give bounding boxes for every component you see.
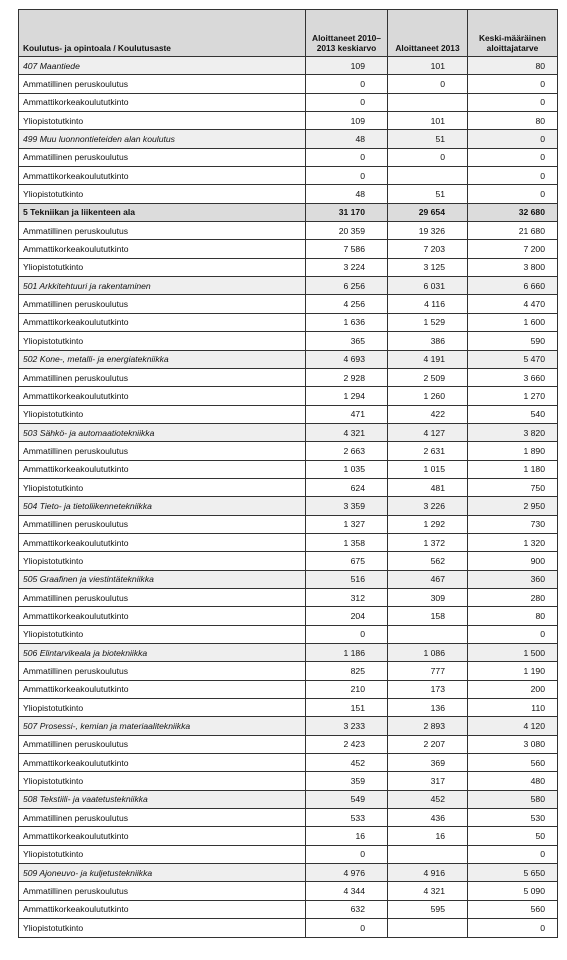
field-row xyxy=(19,57,558,75)
average-need-cell: 21 680 xyxy=(468,222,558,240)
row-label: Yliopistotutkinto xyxy=(19,625,306,643)
table-row xyxy=(19,552,558,570)
started-2013-cell: 101 xyxy=(388,112,468,130)
average-need-cell: 540 xyxy=(468,405,558,423)
table-row xyxy=(19,845,558,863)
started-2013-cell: 1 292 xyxy=(388,515,468,533)
main-category-row xyxy=(19,203,558,221)
data-table xyxy=(18,9,558,938)
table-row xyxy=(19,332,558,350)
avg-2010-2013-cell: 549 xyxy=(306,790,388,808)
table-row xyxy=(19,919,558,937)
started-2013-cell: 317 xyxy=(388,772,468,790)
avg-2010-2013-cell: 151 xyxy=(306,699,388,717)
average-need-cell: 3 660 xyxy=(468,368,558,386)
average-need-cell: 730 xyxy=(468,515,558,533)
average-need-cell: 50 xyxy=(468,827,558,845)
row-label: Ammattikorkeakoulututkinto xyxy=(19,680,306,698)
average-need-cell: 3 820 xyxy=(468,423,558,441)
started-2013-cell: 4 321 xyxy=(388,882,468,900)
row-label: Ammatillinen peruskoulutus xyxy=(19,148,306,166)
average-need-cell: 580 xyxy=(468,790,558,808)
avg-2010-2013-cell: 7 586 xyxy=(306,240,388,258)
avg-2010-2013-cell: 675 xyxy=(306,552,388,570)
table-row xyxy=(19,240,558,258)
average-need-cell: 0 xyxy=(468,130,558,148)
row-label: 504 Tieto- ja tietoliikennetekniikka xyxy=(19,497,306,515)
avg-2010-2013-cell: 1 186 xyxy=(306,644,388,662)
started-2013-cell: 4 916 xyxy=(388,864,468,882)
table-row xyxy=(19,699,558,717)
started-2013-cell: 1 015 xyxy=(388,460,468,478)
row-label: Ammatillinen peruskoulutus xyxy=(19,75,306,93)
started-2013-cell: 101 xyxy=(388,57,468,75)
table-row xyxy=(19,148,558,166)
row-label: Ammatillinen peruskoulutus xyxy=(19,295,306,313)
row-label: Ammatillinen peruskoulutus xyxy=(19,368,306,386)
started-2013-cell: 16 xyxy=(388,827,468,845)
table-row xyxy=(19,827,558,845)
row-label: 407 Maantiede xyxy=(19,57,306,75)
started-2013-cell: 467 xyxy=(388,570,468,588)
avg-2010-2013-cell: 1 327 xyxy=(306,515,388,533)
avg-2010-2013-cell: 210 xyxy=(306,680,388,698)
table-row xyxy=(19,185,558,203)
field-row xyxy=(19,130,558,148)
average-need-cell: 1 600 xyxy=(468,313,558,331)
table-row xyxy=(19,75,558,93)
average-need-cell: 480 xyxy=(468,772,558,790)
average-need-cell: 6 660 xyxy=(468,277,558,295)
header-average-need: Keski-määräinen aloittajatarve xyxy=(468,10,558,57)
row-label: Ammattikorkeakoulututkinto xyxy=(19,167,306,185)
header-education-field: Koulutus- ja opintoala / Koulutusaste xyxy=(19,10,306,57)
started-2013-cell: 481 xyxy=(388,478,468,496)
started-2013-cell: 369 xyxy=(388,754,468,772)
table-row xyxy=(19,662,558,680)
field-row xyxy=(19,350,558,368)
table-row xyxy=(19,809,558,827)
avg-2010-2013-cell: 1 294 xyxy=(306,387,388,405)
average-need-cell: 1 320 xyxy=(468,533,558,551)
row-label: Ammatillinen peruskoulutus xyxy=(19,662,306,680)
average-need-cell: 1 180 xyxy=(468,460,558,478)
table-row xyxy=(19,112,558,130)
row-label: Ammatillinen peruskoulutus xyxy=(19,882,306,900)
table-row xyxy=(19,258,558,276)
field-row xyxy=(19,790,558,808)
started-2013-cell xyxy=(388,93,468,111)
started-2013-cell: 1 086 xyxy=(388,644,468,662)
row-label: Ammattikorkeakoulututkinto xyxy=(19,754,306,772)
started-2013-cell xyxy=(388,919,468,937)
average-need-cell: 280 xyxy=(468,588,558,606)
average-need-cell: 560 xyxy=(468,754,558,772)
table-row xyxy=(19,222,558,240)
row-label: 502 Kone-, metalli- ja energiatekniikka xyxy=(19,350,306,368)
row-label: 507 Prosessi-, kemian ja materiaalitekniikka xyxy=(19,717,306,735)
started-2013-cell: 386 xyxy=(388,332,468,350)
table-row xyxy=(19,625,558,643)
avg-2010-2013-cell: 20 359 xyxy=(306,222,388,240)
started-2013-cell: 309 xyxy=(388,588,468,606)
row-label: Yliopistotutkinto xyxy=(19,845,306,863)
average-need-cell: 0 xyxy=(468,93,558,111)
table-row xyxy=(19,735,558,753)
average-need-cell: 1 890 xyxy=(468,442,558,460)
row-label: Yliopistotutkinto xyxy=(19,919,306,937)
avg-2010-2013-cell: 471 xyxy=(306,405,388,423)
row-label: Ammatillinen peruskoulutus xyxy=(19,222,306,240)
row-label: Yliopistotutkinto xyxy=(19,405,306,423)
average-need-cell: 0 xyxy=(468,919,558,937)
table-row xyxy=(19,442,558,460)
average-need-cell: 360 xyxy=(468,570,558,588)
row-label: Ammatillinen peruskoulutus xyxy=(19,515,306,533)
row-label: Yliopistotutkinto xyxy=(19,552,306,570)
row-label: Ammatillinen peruskoulutus xyxy=(19,442,306,460)
row-label: Ammattikorkeakoulututkinto xyxy=(19,313,306,331)
avg-2010-2013-cell: 365 xyxy=(306,332,388,350)
avg-2010-2013-cell: 3 224 xyxy=(306,258,388,276)
header-row xyxy=(19,10,558,57)
row-label: Yliopistotutkinto xyxy=(19,185,306,203)
avg-2010-2013-cell: 516 xyxy=(306,570,388,588)
table-row xyxy=(19,368,558,386)
avg-2010-2013-cell: 204 xyxy=(306,607,388,625)
table-row xyxy=(19,93,558,111)
started-2013-cell: 595 xyxy=(388,900,468,918)
row-label: Ammattikorkeakoulututkinto xyxy=(19,533,306,551)
started-2013-cell: 2 631 xyxy=(388,442,468,460)
started-2013-cell: 51 xyxy=(388,185,468,203)
row-label: Yliopistotutkinto xyxy=(19,112,306,130)
row-label: 503 Sähkö- ja automaatiotekniikka xyxy=(19,423,306,441)
average-need-cell: 4 470 xyxy=(468,295,558,313)
table-row xyxy=(19,754,558,772)
row-label: 506 Elintarvikeala ja biotekniikka xyxy=(19,644,306,662)
row-label: Ammatillinen peruskoulutus xyxy=(19,588,306,606)
average-need-cell: 750 xyxy=(468,478,558,496)
table-row xyxy=(19,478,558,496)
average-need-cell: 0 xyxy=(468,625,558,643)
table-row xyxy=(19,295,558,313)
avg-2010-2013-cell: 2 928 xyxy=(306,368,388,386)
field-row xyxy=(19,644,558,662)
avg-2010-2013-cell: 4 693 xyxy=(306,350,388,368)
average-need-cell: 200 xyxy=(468,680,558,698)
avg-2010-2013-cell: 1 636 xyxy=(306,313,388,331)
started-2013-cell: 173 xyxy=(388,680,468,698)
started-2013-cell: 1 260 xyxy=(388,387,468,405)
started-2013-cell: 4 116 xyxy=(388,295,468,313)
table-row xyxy=(19,313,558,331)
row-label: Ammattikorkeakoulututkinto xyxy=(19,900,306,918)
started-2013-cell: 422 xyxy=(388,405,468,423)
field-row xyxy=(19,497,558,515)
table-header xyxy=(19,10,558,57)
started-2013-cell: 29 654 xyxy=(388,203,468,221)
started-2013-cell: 2 509 xyxy=(388,368,468,386)
row-label: Yliopistotutkinto xyxy=(19,772,306,790)
avg-2010-2013-cell: 624 xyxy=(306,478,388,496)
started-2013-cell: 4 127 xyxy=(388,423,468,441)
avg-2010-2013-cell: 825 xyxy=(306,662,388,680)
avg-2010-2013-cell: 109 xyxy=(306,57,388,75)
started-2013-cell: 7 203 xyxy=(388,240,468,258)
avg-2010-2013-cell: 312 xyxy=(306,588,388,606)
field-row xyxy=(19,277,558,295)
average-need-cell: 80 xyxy=(468,607,558,625)
average-need-cell: 1 190 xyxy=(468,662,558,680)
avg-2010-2013-cell: 3 359 xyxy=(306,497,388,515)
average-need-cell: 560 xyxy=(468,900,558,918)
started-2013-cell: 3 125 xyxy=(388,258,468,276)
field-row xyxy=(19,864,558,882)
average-need-cell: 5 470 xyxy=(468,350,558,368)
field-row xyxy=(19,717,558,735)
table-row xyxy=(19,405,558,423)
table-row xyxy=(19,900,558,918)
table-row xyxy=(19,515,558,533)
table-row xyxy=(19,882,558,900)
started-2013-cell: 136 xyxy=(388,699,468,717)
row-label: Ammattikorkeakoulututkinto xyxy=(19,827,306,845)
row-label: Ammatillinen peruskoulutus xyxy=(19,809,306,827)
average-need-cell: 5 090 xyxy=(468,882,558,900)
avg-2010-2013-cell: 1 035 xyxy=(306,460,388,478)
average-need-cell: 1 500 xyxy=(468,644,558,662)
started-2013-cell: 2 207 xyxy=(388,735,468,753)
avg-2010-2013-cell: 31 170 xyxy=(306,203,388,221)
row-label: 499 Muu luonnontieteiden alan koulutus xyxy=(19,130,306,148)
avg-2010-2013-cell: 0 xyxy=(306,625,388,643)
average-need-cell: 0 xyxy=(468,185,558,203)
avg-2010-2013-cell: 1 358 xyxy=(306,533,388,551)
row-label: Ammattikorkeakoulututkinto xyxy=(19,607,306,625)
table-row xyxy=(19,387,558,405)
average-need-cell: 2 950 xyxy=(468,497,558,515)
row-label: Ammattikorkeakoulututkinto xyxy=(19,93,306,111)
table-row xyxy=(19,533,558,551)
started-2013-cell: 6 031 xyxy=(388,277,468,295)
row-label: 509 Ajoneuvo- ja kuljetustekniikka xyxy=(19,864,306,882)
average-need-cell: 3 800 xyxy=(468,258,558,276)
average-need-cell: 0 xyxy=(468,167,558,185)
started-2013-cell: 452 xyxy=(388,790,468,808)
table-row xyxy=(19,680,558,698)
average-need-cell: 32 680 xyxy=(468,203,558,221)
avg-2010-2013-cell: 2 423 xyxy=(306,735,388,753)
avg-2010-2013-cell: 0 xyxy=(306,148,388,166)
row-label: Yliopistotutkinto xyxy=(19,478,306,496)
avg-2010-2013-cell: 533 xyxy=(306,809,388,827)
row-label: Ammatillinen peruskoulutus xyxy=(19,735,306,753)
table-body xyxy=(19,57,558,938)
row-label: Yliopistotutkinto xyxy=(19,258,306,276)
average-need-cell: 5 650 xyxy=(468,864,558,882)
started-2013-cell: 1 529 xyxy=(388,313,468,331)
started-2013-cell: 4 191 xyxy=(388,350,468,368)
avg-2010-2013-cell: 0 xyxy=(306,167,388,185)
average-need-cell: 3 080 xyxy=(468,735,558,753)
avg-2010-2013-cell: 109 xyxy=(306,112,388,130)
header-started-2013: Aloittaneet 2013 xyxy=(388,10,468,57)
avg-2010-2013-cell: 452 xyxy=(306,754,388,772)
row-label: Ammattikorkeakoulututkinto xyxy=(19,240,306,258)
average-need-cell: 0 xyxy=(468,75,558,93)
started-2013-cell: 0 xyxy=(388,148,468,166)
avg-2010-2013-cell: 0 xyxy=(306,845,388,863)
average-need-cell: 4 120 xyxy=(468,717,558,735)
row-label: Ammattikorkeakoulututkinto xyxy=(19,387,306,405)
avg-2010-2013-cell: 16 xyxy=(306,827,388,845)
avg-2010-2013-cell: 2 663 xyxy=(306,442,388,460)
avg-2010-2013-cell: 632 xyxy=(306,900,388,918)
row-label: Ammattikorkeakoulututkinto xyxy=(19,460,306,478)
started-2013-cell: 562 xyxy=(388,552,468,570)
table-row xyxy=(19,772,558,790)
average-need-cell: 530 xyxy=(468,809,558,827)
started-2013-cell xyxy=(388,167,468,185)
average-need-cell: 7 200 xyxy=(468,240,558,258)
avg-2010-2013-cell: 48 xyxy=(306,130,388,148)
row-label: Yliopistotutkinto xyxy=(19,699,306,717)
average-need-cell: 900 xyxy=(468,552,558,570)
started-2013-cell: 777 xyxy=(388,662,468,680)
started-2013-cell: 3 226 xyxy=(388,497,468,515)
started-2013-cell: 436 xyxy=(388,809,468,827)
avg-2010-2013-cell: 4 256 xyxy=(306,295,388,313)
row-label: 508 Tekstiili- ja vaatetustekniikka xyxy=(19,790,306,808)
row-label: Yliopistotutkinto xyxy=(19,332,306,350)
started-2013-cell: 2 893 xyxy=(388,717,468,735)
average-need-cell: 590 xyxy=(468,332,558,350)
row-label: 5 Tekniikan ja liikenteen ala xyxy=(19,203,306,221)
started-2013-cell: 1 372 xyxy=(388,533,468,551)
average-need-cell: 1 270 xyxy=(468,387,558,405)
average-need-cell: 110 xyxy=(468,699,558,717)
table-row xyxy=(19,167,558,185)
table-row xyxy=(19,588,558,606)
avg-2010-2013-cell: 3 233 xyxy=(306,717,388,735)
average-need-cell: 0 xyxy=(468,148,558,166)
avg-2010-2013-cell: 4 321 xyxy=(306,423,388,441)
avg-2010-2013-cell: 48 xyxy=(306,185,388,203)
avg-2010-2013-cell: 0 xyxy=(306,93,388,111)
field-row xyxy=(19,570,558,588)
started-2013-cell: 51 xyxy=(388,130,468,148)
average-need-cell: 80 xyxy=(468,112,558,130)
average-need-cell: 80 xyxy=(468,57,558,75)
avg-2010-2013-cell: 6 256 xyxy=(306,277,388,295)
avg-2010-2013-cell: 0 xyxy=(306,75,388,93)
started-2013-cell: 19 326 xyxy=(388,222,468,240)
avg-2010-2013-cell: 4 976 xyxy=(306,864,388,882)
row-label: 501 Arkkitehtuuri ja rakentaminen xyxy=(19,277,306,295)
table-row xyxy=(19,460,558,478)
header-avg-2010-2013: Aloittaneet 2010–2013 keskiarvo xyxy=(306,10,388,57)
started-2013-cell xyxy=(388,625,468,643)
started-2013-cell xyxy=(388,845,468,863)
started-2013-cell: 158 xyxy=(388,607,468,625)
avg-2010-2013-cell: 4 344 xyxy=(306,882,388,900)
started-2013-cell: 0 xyxy=(388,75,468,93)
average-need-cell: 0 xyxy=(468,845,558,863)
avg-2010-2013-cell: 0 xyxy=(306,919,388,937)
field-row xyxy=(19,423,558,441)
table-row xyxy=(19,607,558,625)
row-label: 505 Graafinen ja viestintätekniikka xyxy=(19,570,306,588)
avg-2010-2013-cell: 359 xyxy=(306,772,388,790)
